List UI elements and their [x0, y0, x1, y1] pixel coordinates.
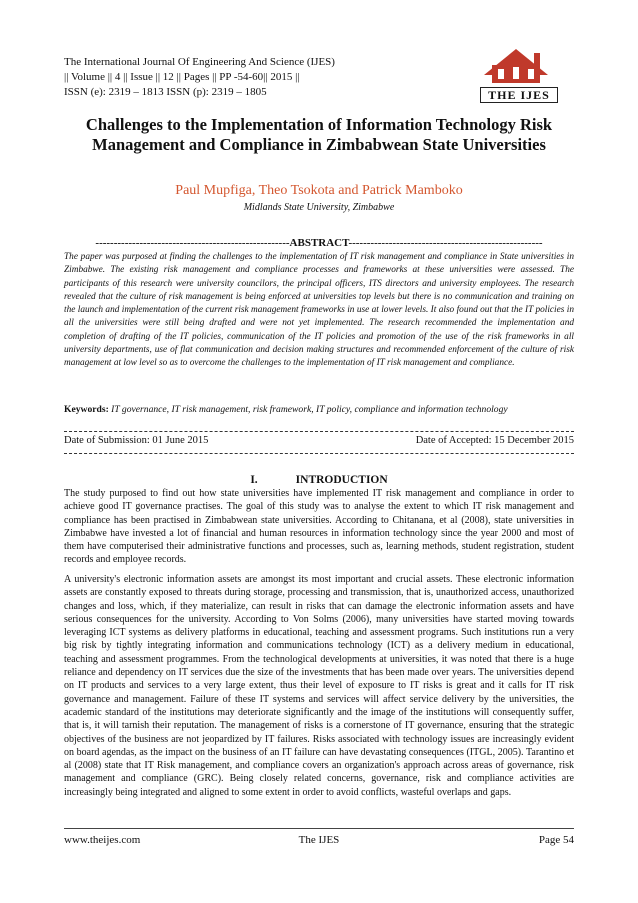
section-heading	[64, 474, 574, 486]
paragraph-2: A university's electronic information assets are amongst its most important and crucial assets. These electronic information assets are constantly exposed to threats during storage, processing and transmission, that is, unauthorized access, unauthorized changes and loss, which, if they materialize, can result in risks that can damage the electronic information assets and have serious consequences for the university. According to Von Solms (2006), many universities have started moving towards leveraging ICT systems as delivery platforms in educational, teaching and assessment programs. Such institutions run a very big risk by tightly integrating information and communications technology (ICT) as a delivery medium in educational, teaching and assessment programmes. From the technological developments at universities, it was noted that there is a huge reliance and dependency on IT services due the size of the investments that has been made over years. The universities depend on IT products and services to a very large extent, thus their level of exposure to IT risks is great and it calls for IT risk governance and management. Failure of these IT systems and services will affect service delivery by the universities, the academic standard of the institutions may deteriorate significantly and the image of the institutions will consequently suffer, that is, it will tarnish their reputation. The management of risks is a cornerstone of IT governance, ensuring that the strategic objectives of the business are not jeopardized by IT failures. Risks associated with technology issues are increasingly evident on board agendas, as the impact on the business of an IT failure can have devastating consequences (ITGL, 2005). Tarantino et al (2008) state that IT Risk management, and compliance covers an organization's approach across areas of governance, risk management and compliance (GRC). Being closely related concerns, governance, risk and compliance activities are increasingly being integrated and aligned to some extent in order to avoid conflicts, wasteful overlaps and gaps.	[64, 574, 574, 798]
abstract-text: The paper was purposed at finding the challenges to the implementation of IT risk management and compliance in State universities in Zimbabwe. The existing risk management and compliance processes and frameworks at these universities were assessed. The participants of this research were university councilors, the principal officers, ITS directors and university employees. The research revealed that the culture of risk management is being enforced at universities top levels but there is no communication and training on the launch and implementation of the current risk management frameworks in use at lower levels. It also found out that the IT policies in all the universities were still being drafted and were not yet implemented. The research recommended the implementation and completion of drafting of the IT policies, communication of the IT policies and promotion of the use of the risk frameworks in all university departments, use of flat communication and decision making structures and recommended enforcement of the culture of risk management at low level so as to overcome the challenges to the implementation of IT risk management and compliance.	[64, 252, 574, 369]
journal-header	[64, 55, 335, 100]
footer-journal: The IJES	[298, 834, 340, 846]
dates-row	[64, 435, 574, 446]
keywords-label: Keywords:	[64, 404, 109, 415]
affiliation: Midlands State University, Zimbabwe	[243, 202, 395, 213]
section-title: INTRODUCTION	[295, 474, 388, 486]
keywords-text: IT governance, IT risk management, risk framework, IT policy, compliance and information technology	[111, 404, 508, 415]
paragraph-1: The study purposed to find out how state universities have implemented IT risk management and compliance in order to achieve good IT governance practises. The goal of this study was to analyse the extent to which IT risk management and compliance has been practised in Zimbabwean state universities. According to Chitanana, et al (2008), state universities in Zimbabwe have invested a lot of financial and human resources in information technology since the year 2000 and most of them have computerised their administrative functions and processes, such as, learning methods, student registration, student records and employee records.	[64, 488, 574, 566]
abstract-heading: -----------------------------------------------------ABSTRACT-----------------------------------------------------	[95, 237, 543, 249]
footer-website[interactable]: www.theijes.com	[64, 834, 141, 846]
submission-date: Date of Submission: 01 June 2015	[64, 435, 209, 446]
divider-bottom	[64, 453, 574, 454]
page-footer	[64, 834, 574, 846]
logo-text: THE IJES	[480, 87, 558, 103]
journal-name: The International Journal Of Engineering And Science (IJES)	[64, 56, 335, 68]
keywords	[64, 403, 574, 416]
paper-title: Challenges to the Implementation of Information Technology Risk Management and Compliance in Zimbabwean State Universities	[85, 115, 553, 154]
divider-top	[64, 431, 574, 432]
footer-rule	[64, 828, 574, 829]
accepted-date: Date of Accepted: 15 December 2015	[415, 435, 574, 446]
authors: Paul Mupfiga, Theo Tsokota and Patrick Mamboko	[175, 183, 463, 198]
section-number: I.	[250, 474, 258, 486]
journal-volume: || Volume || 4 || Issue || 12 || Pages || PP -54-60|| 2015 ||	[64, 71, 300, 83]
footer-page-number: Page 54	[538, 834, 574, 846]
journal-issn: ISSN (e): 2319 – 1813 ISSN (p): 2319 – 1805	[64, 86, 267, 98]
